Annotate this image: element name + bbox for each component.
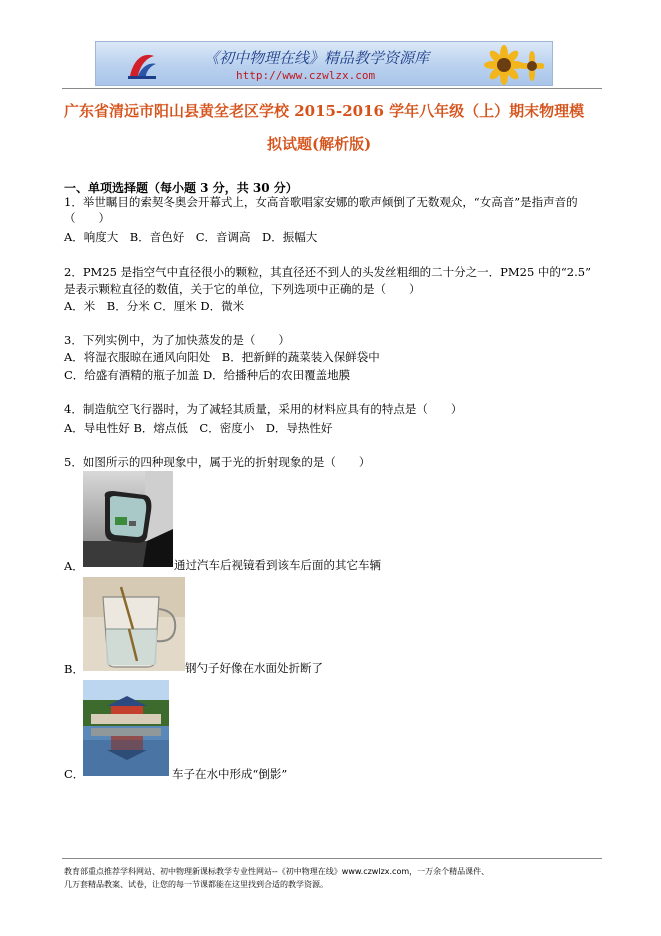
pavilion-reflection-photo bbox=[83, 680, 169, 776]
option-a-text: 通过汽车后视镜看到该车后面的其它车辆 bbox=[174, 558, 381, 572]
footer-line-1: 教育部重点推荐学科网站、初中物理新课标教学专业性网站--《初中物理在线》www.czwlzx.com，一万余个精品课件、 bbox=[64, 867, 490, 876]
site-logo-icon bbox=[124, 46, 160, 82]
option-b-text: 钢勺子好像在水面处折断了 bbox=[185, 661, 323, 675]
question-4-options: A．导电性好 B．熔点低 C．密度小 D．导热性好 bbox=[64, 421, 333, 435]
option-c-letter: C． bbox=[64, 767, 85, 781]
car-mirror-photo bbox=[83, 471, 173, 567]
question-3-options-line-1: A．将湿衣服晾在通风向阳处 B．把新鲜的蔬菜装入保鲜袋中 bbox=[64, 350, 380, 364]
question-1-stem-line-2: （ ） bbox=[64, 211, 110, 225]
footer-line-2: 几万套精品教案、试卷，让您的每一节课都能在这里找到合适的教学资源。 bbox=[64, 880, 328, 889]
question-1-stem-line-1: 1．举世瞩目的索契冬奥会开幕式上，女高音歌唱家安娜的歌声倾倒了无数观众，“女高音”是指声音的 bbox=[64, 195, 578, 209]
option-a-letter: A． bbox=[64, 559, 84, 573]
question-2-stem-line-1: 2．PM25 是指空气中直径很小的颗粒，其直径还不到人的头发丝粗细的二十分之一．PM25 中的“2.5” bbox=[64, 265, 591, 279]
spoon-in-water-photo bbox=[83, 577, 185, 671]
sunflower-icon bbox=[482, 44, 544, 86]
banner-url: http://www.czwlzx.com bbox=[236, 69, 376, 82]
question-5-stem: 5．如图所示的四种现象中，属于光的折射现象的是（ ） bbox=[64, 455, 371, 469]
option-c-text: 车子在水中形成“倒影” bbox=[172, 767, 288, 781]
question-1-options: A．响度大 B．音色好 C．音调高 D．振幅大 bbox=[64, 230, 318, 244]
page-title-line-1: 广东省清远市阳山县黄坌老区学校 2015-2016 学年八年级（上）期末物理模 bbox=[64, 102, 585, 120]
question-3-stem: 3．下列实例中，为了加快蒸发的是（ ） bbox=[64, 333, 290, 347]
question-2-stem-line-2: 是表示颗粒直径的数值，关于它的单位，下列选项中正确的是（ ） bbox=[64, 282, 421, 296]
header-banner bbox=[95, 41, 553, 86]
section-heading: 一、单项选择题（每小题 3 分，共 30 分） bbox=[64, 181, 298, 195]
footer-divider bbox=[62, 858, 602, 859]
page-title-line-2: 拟试题(解析版) bbox=[267, 135, 372, 153]
question-4-stem: 4．制造航空飞行器时，为了减轻其质量，采用的材料应具有的特点是（ ） bbox=[64, 402, 463, 416]
banner-title: 《初中物理在线》精品教学资源库 bbox=[204, 49, 430, 67]
question-2-options: A．米 B．分米 C．厘米 D．微米 bbox=[64, 299, 245, 313]
option-b-letter: B． bbox=[64, 662, 84, 676]
header-divider bbox=[62, 88, 602, 89]
question-3-options-line-2: C．给盛有酒精的瓶子加盖 D．给播种后的农田覆盖地膜 bbox=[64, 368, 351, 382]
